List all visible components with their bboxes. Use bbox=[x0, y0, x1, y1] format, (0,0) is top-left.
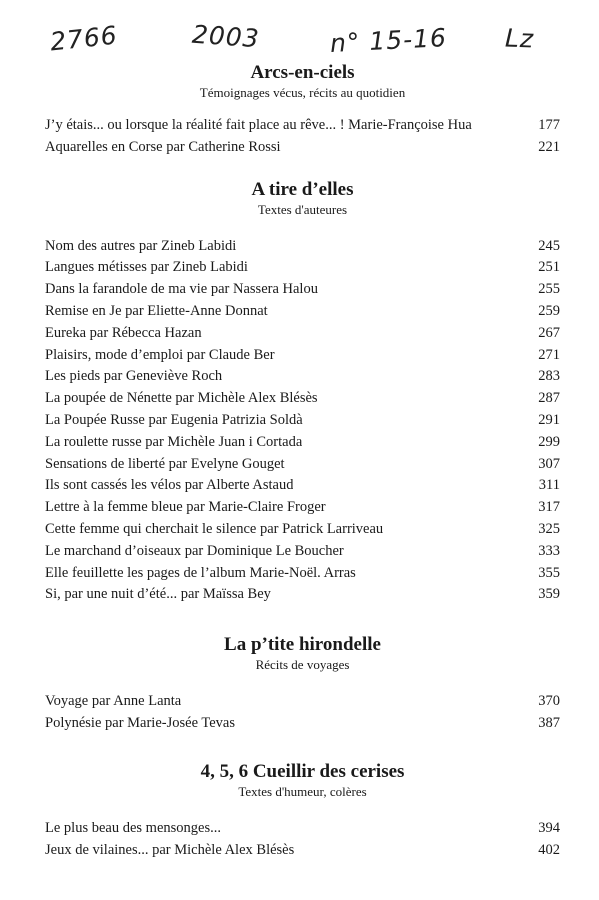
section-title: Arcs-en-ciels bbox=[250, 62, 355, 83]
entry-title: Les pieds par Geneviève Roch bbox=[45, 368, 223, 385]
toc-entry bbox=[45, 818, 560, 840]
section-subtitle: Récits de voyages bbox=[255, 657, 350, 673]
entry-page: 317 bbox=[538, 499, 560, 516]
toc-entry bbox=[45, 432, 560, 454]
handwritten-number: 2766 bbox=[48, 20, 119, 57]
entry-title: Le marchand d’oiseaux par Dominique Le Boucher bbox=[45, 542, 344, 559]
handwritten-issue: n° 15-16 bbox=[329, 22, 448, 59]
entry-title: Langues métisses par Zineb Labidi bbox=[45, 259, 248, 276]
entry-list bbox=[45, 818, 560, 862]
entry-page: 251 bbox=[538, 259, 560, 276]
handwritten-annotation bbox=[40, 19, 560, 62]
section-title: A tire d’elles bbox=[251, 178, 354, 200]
entry-title: La roulette russe par Michèle Juan i Cortada bbox=[45, 433, 303, 450]
entry-title: Aquarelles en Corse par Catherine Rossi bbox=[45, 138, 281, 155]
toc-entry bbox=[45, 475, 560, 497]
entry-page: 291 bbox=[538, 411, 560, 428]
toc-entry bbox=[45, 840, 560, 862]
entry-page: 259 bbox=[538, 302, 560, 319]
entry-page: 245 bbox=[538, 237, 560, 254]
entry-page: 387 bbox=[538, 714, 560, 731]
entry-title: La poupée de Nénette par Michèle Alex Blésès bbox=[45, 390, 318, 407]
entry-title: Dans la farandole de ma vie par Nassera Halou bbox=[45, 281, 318, 298]
entry-page: 283 bbox=[538, 368, 560, 385]
toc-entry bbox=[45, 301, 560, 323]
entry-page: 255 bbox=[538, 281, 560, 298]
entry-title: Jeux de vilaines... par Michèle Alex Blésès bbox=[45, 841, 295, 858]
entry-title: Voyage par Anne Lanta bbox=[45, 693, 182, 710]
toc-entry bbox=[45, 236, 560, 258]
section-cueillir-des-cerises bbox=[45, 761, 560, 862]
section-title: La p’tite hirondelle bbox=[224, 634, 381, 656]
toc-entry bbox=[45, 563, 560, 585]
entry-page: 307 bbox=[538, 455, 560, 472]
entry-page: 267 bbox=[538, 324, 560, 341]
toc-entry bbox=[45, 279, 560, 301]
entry-title: Plaisirs, mode d’emploi par Claude Ber bbox=[45, 346, 275, 363]
entry-title: Cette femme qui cherchait le silence par Patrick Larriveau bbox=[45, 520, 384, 537]
entry-page: 177 bbox=[538, 117, 560, 133]
toc-entry bbox=[45, 345, 560, 367]
section-la-ptite-hirondelle bbox=[45, 634, 560, 735]
section-subtitle: Textes d'auteures bbox=[257, 201, 348, 217]
table-of-contents bbox=[45, 62, 560, 861]
entry-page: 394 bbox=[538, 819, 560, 836]
entry-page: 311 bbox=[538, 477, 560, 494]
entry-title: Le plus beau des mensonges... bbox=[45, 819, 221, 836]
toc-entry bbox=[45, 584, 560, 606]
entry-list bbox=[45, 691, 560, 735]
toc-entry bbox=[45, 257, 560, 279]
entry-page: 299 bbox=[538, 433, 560, 450]
entry-page: 287 bbox=[538, 390, 560, 407]
entry-title: Sensations de liberté par Evelyne Gouget bbox=[45, 455, 285, 472]
entry-page: 359 bbox=[538, 586, 560, 603]
entry-title: Remise en Je par Eliette-Anne Donnat bbox=[45, 302, 268, 319]
section-a-tire-delles bbox=[45, 179, 560, 607]
toc-entry bbox=[45, 366, 560, 388]
toc-entry bbox=[45, 691, 560, 713]
toc-entry bbox=[45, 137, 560, 159]
entry-title: Elle feuillette les pages de l’album Marie-Noël. Arras bbox=[45, 564, 356, 581]
entry-title: Nom des autres par Zineb Labidi bbox=[45, 237, 237, 254]
toc-entry bbox=[45, 713, 560, 735]
toc-entry bbox=[45, 323, 560, 345]
entry-list bbox=[45, 236, 560, 607]
entry-title: Eureka par Rébecca Hazan bbox=[45, 324, 202, 341]
entry-title: J’y étais... ou lorsque la réalité fait place au rêve... ! Marie-Françoise Hua bbox=[45, 117, 472, 133]
toc-entry bbox=[45, 541, 560, 563]
entry-list bbox=[45, 115, 560, 159]
toc-entry bbox=[45, 519, 560, 541]
toc-entry bbox=[45, 115, 560, 137]
entry-page: 355 bbox=[538, 564, 560, 581]
entry-title: Lettre à la femme bleue par Marie-Claire Froger bbox=[45, 499, 326, 516]
entry-title: Si, par une nuit d’été... par Maïssa Bey bbox=[45, 586, 271, 603]
toc-entry bbox=[45, 410, 560, 432]
toc-entry bbox=[45, 497, 560, 519]
entry-title: Polynésie par Marie-Josée Tevas bbox=[45, 714, 235, 731]
entry-page: 402 bbox=[538, 841, 560, 858]
entry-page: 221 bbox=[538, 138, 560, 155]
handwritten-initials: Lz bbox=[504, 23, 535, 54]
section-subtitle: Témoignages vécus, récits au quotidien bbox=[199, 85, 406, 100]
entry-page: 333 bbox=[538, 542, 560, 559]
section-title: 4, 5, 6 Cueillir des cerises bbox=[200, 760, 405, 782]
toc-entry bbox=[45, 454, 560, 476]
handwritten-year: 2003 bbox=[191, 19, 261, 54]
entry-title: La Poupée Russe par Eugenia Patrizia Soldà bbox=[45, 411, 303, 428]
section-subtitle: Textes d'humeur, colères bbox=[238, 783, 367, 799]
entry-page: 325 bbox=[538, 520, 560, 537]
entry-page: 370 bbox=[538, 693, 560, 710]
toc-entry bbox=[45, 388, 560, 410]
entry-page: 271 bbox=[538, 346, 560, 363]
entry-title: Ils sont cassés les vélos par Alberte Astaud bbox=[45, 477, 294, 494]
section-arcs-en-ciels bbox=[45, 62, 560, 159]
